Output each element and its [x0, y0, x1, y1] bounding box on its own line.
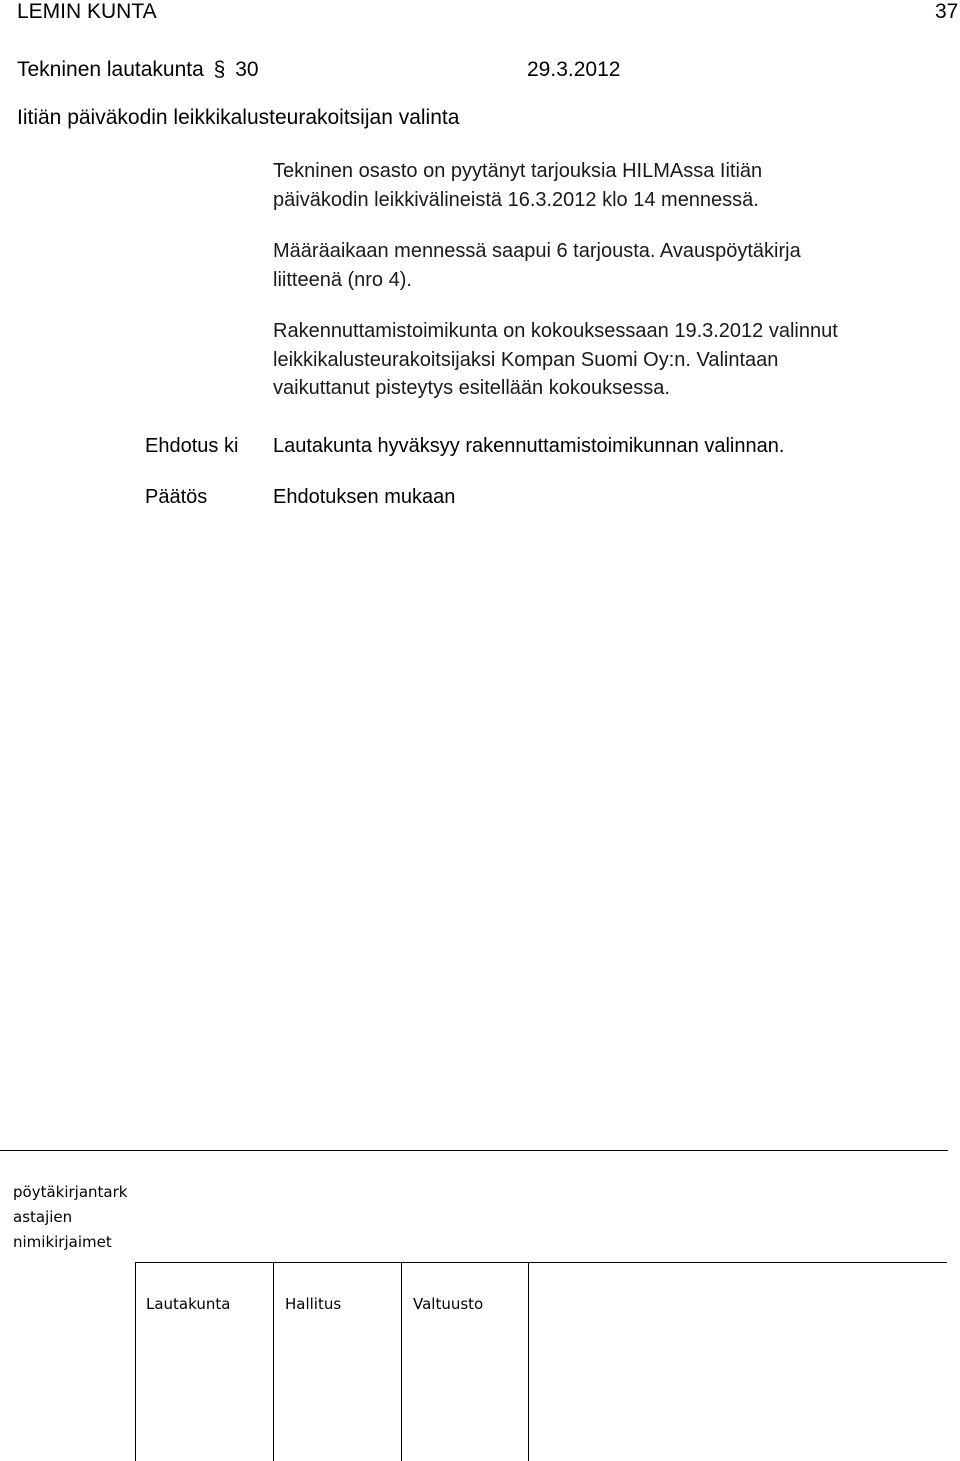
signature-column-lautakunta: Lautakunta — [146, 1295, 231, 1313]
section-sign: § — [213, 58, 226, 81]
page-number: 37 — [935, 0, 959, 23]
signature-column-divider — [135, 1262, 136, 1461]
paragraph-3 — [273, 317, 838, 403]
footer-divider — [0, 1150, 948, 1151]
paragraph-line: Rakennuttamistoimikunta on kokouksessaan 19.3.2012 valinnut — [273, 320, 838, 342]
signature-column-divider — [528, 1262, 529, 1461]
signature-table-top — [135, 1262, 947, 1263]
signature-column-valtuusto: Valtuusto — [413, 1295, 484, 1313]
paragraph-line: liitteenä (nro 4). — [273, 268, 412, 291]
decision-label: Päätös — [145, 486, 208, 508]
meeting-line — [17, 56, 259, 84]
paragraph-line: päiväkodin leikkivälineistä 16.3.2012 klo 14 mennessä. — [273, 188, 759, 211]
paragraph-line: Määräaikaan mennessä saapui 6 tarjousta. Avauspöytäkirja — [273, 240, 801, 262]
proposal-text: Lautakunta hyväksyy rakennuttamistoimikunnan valinnan. — [273, 435, 785, 457]
meeting-date: 29.3.2012 — [527, 58, 621, 81]
board-name: Tekninen lautakunta — [17, 58, 204, 81]
item-title: Iitiän päiväkodin leikkikalusteurakoitsijan valinta — [17, 106, 460, 129]
signature-column-divider — [401, 1262, 402, 1461]
paragraph-1 — [273, 157, 762, 214]
municipality-name: LEMIN KUNTA — [17, 0, 157, 23]
signature-label-line: nimikirjaimet — [13, 1233, 112, 1251]
proposal-label: Ehdotus ki — [145, 435, 239, 457]
paragraph-2 — [273, 237, 801, 294]
section-number: 30 — [235, 58, 259, 81]
signature-label-line: pöytäkirjantark — [13, 1183, 128, 1201]
paragraph-line: Tekninen osasto on pyytänyt tarjouksia HILMAssa Iitiän — [273, 160, 763, 182]
signature-column-hallitus: Hallitus — [285, 1295, 342, 1313]
paragraph-line: vaikuttanut pisteytys esitellään kokouksessa. — [273, 377, 670, 399]
signature-label-line: astajien — [13, 1208, 73, 1226]
signature-column-divider — [273, 1262, 274, 1461]
signature-label — [13, 1180, 127, 1255]
decision-text: Ehdotuksen mukaan — [273, 486, 456, 508]
paragraph-line: leikkikalusteurakoitsijaksi Kompan Suomi Oy:n. Valintaan — [273, 348, 779, 371]
